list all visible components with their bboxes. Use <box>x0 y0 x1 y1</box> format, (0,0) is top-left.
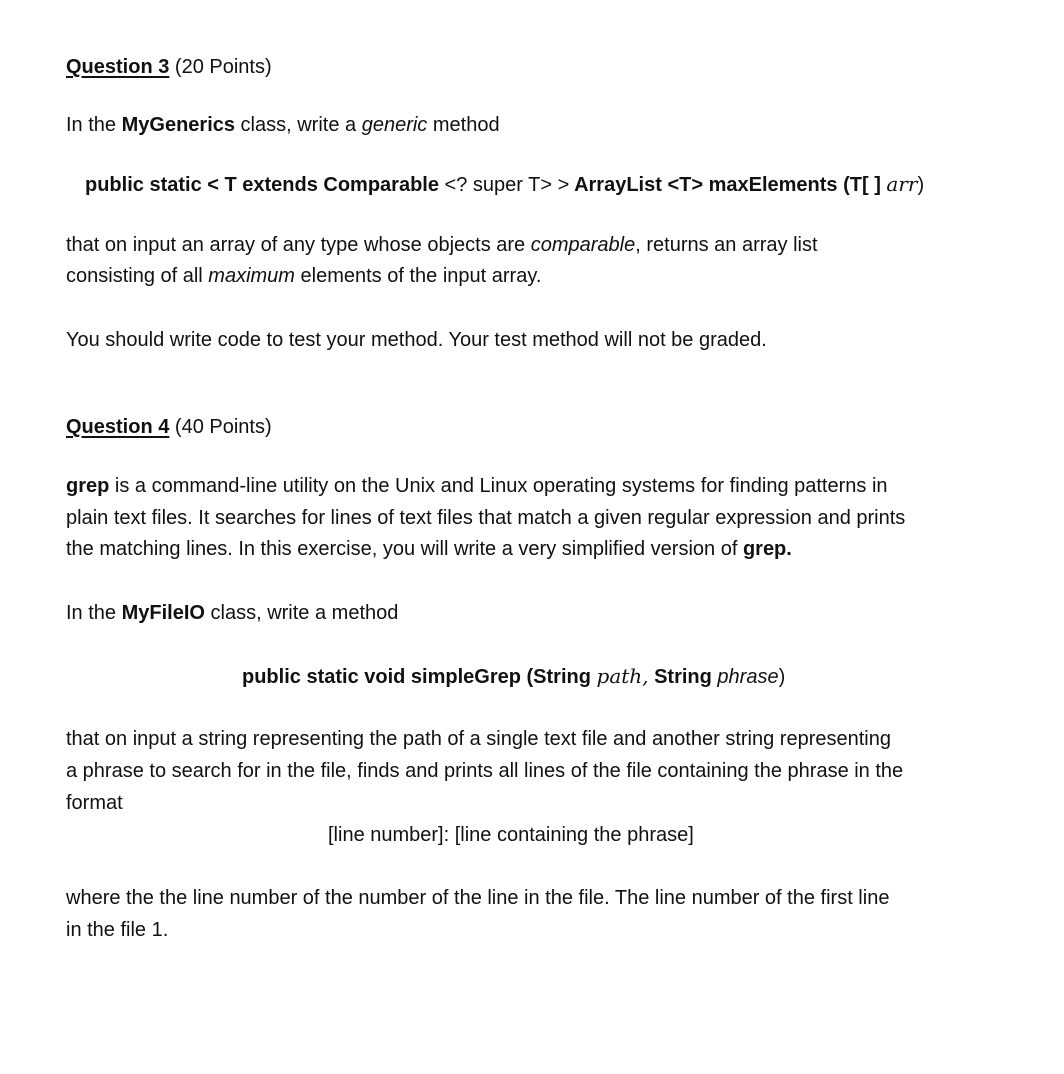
q3-sig-part-3: ArrayList <T> maxElements (T[ ] <box>569 174 887 196</box>
q4-sig-param-2: phrase <box>717 666 779 688</box>
question3-points: (20 Points) <box>174 56 272 78</box>
q4-para-1-text: is a command-line utility on the Unix and Linux operating systems for finding patterns in <box>109 475 888 497</box>
q3-desc-1-text-2: , returns an array list <box>635 234 818 256</box>
q3-intro-text-2: class, write a <box>235 114 362 136</box>
q3-desc-2-text-1: consisting of all <box>66 265 209 287</box>
question4-para-line-3 <box>66 533 792 565</box>
q4-intro-text-1: In the <box>66 602 122 624</box>
q4-sig-part-1: public static void simpleGrep (String <box>242 666 597 688</box>
question3-heading <box>66 51 272 83</box>
q3-intro-emphasis: generic <box>361 114 428 136</box>
q3-sig-part-2: <? super T> > <box>444 174 570 196</box>
question4-format-line: [line number]: [line containing the phrase] <box>328 824 694 846</box>
q4-intro-text-2: class, write a method <box>204 602 399 624</box>
q3-desc-2-emphasis: maximum <box>208 265 295 287</box>
q3-intro-text-1: In the <box>66 114 122 136</box>
question3-intro <box>66 109 500 141</box>
q4-class-name: MyFileIO <box>121 602 205 624</box>
q3-sig-close: ) <box>917 174 925 196</box>
q4-sig-part-2: String <box>648 666 718 688</box>
question3-label: Question 3 <box>66 56 170 78</box>
q3-sig-param: arr <box>886 172 918 196</box>
question4-note-line-1: where the the line number of the number of the line in the file. The line number of the first line <box>66 887 890 909</box>
question4-heading <box>66 411 272 443</box>
question4-desc-line-2: a phrase to search for in the file, finds and prints all lines of the file containing the phrase in the <box>66 760 904 782</box>
question4-para-line-2: plain text files. It searches for lines of text files that match a given regular expression and prints <box>66 507 906 529</box>
question4-note-line-2: in the file 1. <box>66 919 169 941</box>
q4-grep-bold-2: grep <box>742 538 787 560</box>
question4-desc-line-3: format <box>66 792 123 814</box>
question3-test-note: You should write code to test your method. Your test method will not be graded. <box>66 329 767 351</box>
q3-intro-text-3: method <box>427 114 500 136</box>
question3-desc-line-2 <box>66 260 541 292</box>
question4-points: (40 Points) <box>174 416 272 438</box>
q3-desc-1-emphasis: comparable <box>530 234 636 256</box>
question4-signature <box>242 660 785 693</box>
question4-label: Question 4 <box>66 416 170 438</box>
q3-class-name: MyGenerics <box>121 114 235 136</box>
q4-sig-param-1: path, <box>596 664 649 688</box>
q4-para-3-period: . <box>786 538 792 560</box>
q4-grep-bold-1: grep <box>66 475 110 497</box>
q3-sig-part-1: public static < T extends Comparable <box>85 174 445 196</box>
q4-para-3-text: the matching lines. In this exercise, you will write a very simplified version of <box>66 538 743 560</box>
question4-para-line-1 <box>66 470 888 502</box>
question4-intro <box>66 597 398 629</box>
question4-desc-line-1: that on input a string representing the path of a single text file and another string representing <box>66 728 891 750</box>
question3-desc-line-1 <box>66 229 818 261</box>
q3-desc-1-text-1: that on input an array of any type whose objects are <box>66 234 531 256</box>
q4-sig-close: ) <box>778 666 786 688</box>
question3-signature <box>85 168 924 201</box>
q3-desc-2-text-2: elements of the input array. <box>294 265 542 287</box>
